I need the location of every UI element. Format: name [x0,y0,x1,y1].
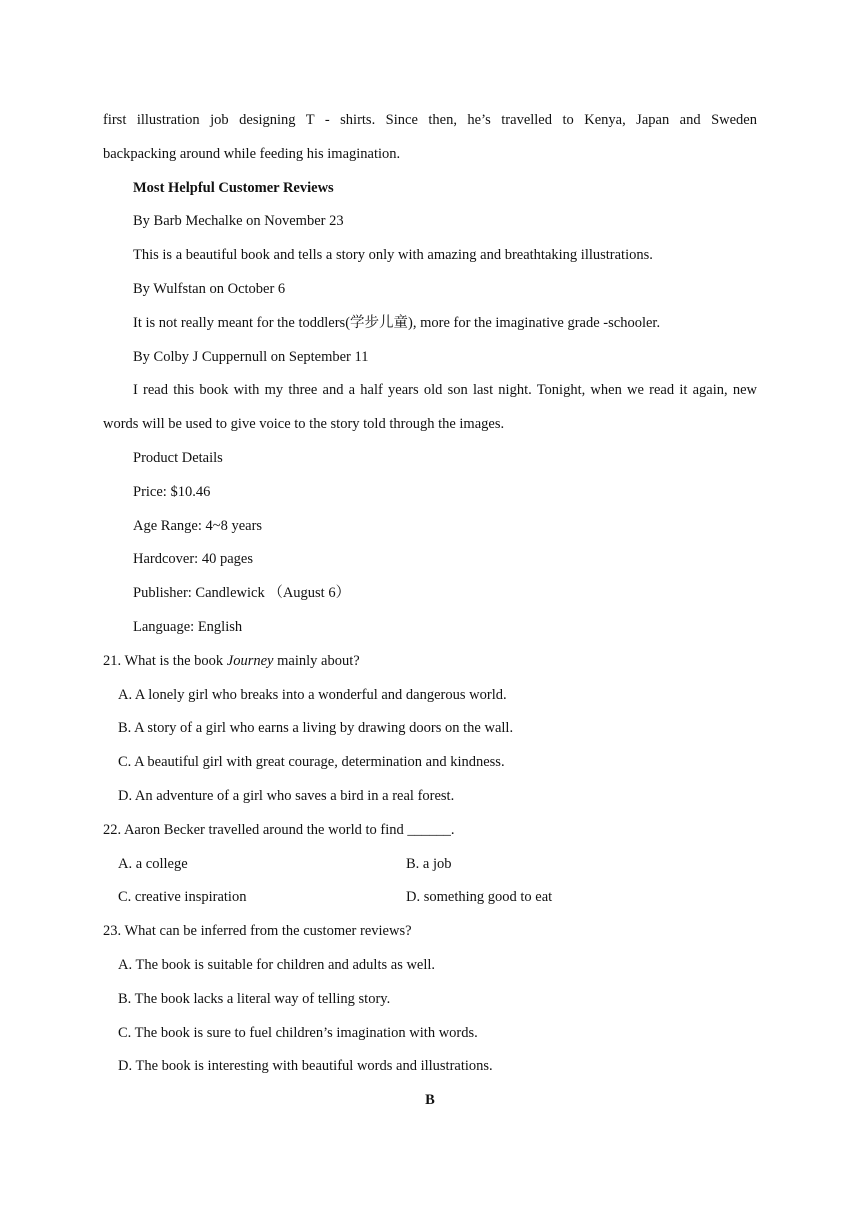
product-hardcover: Hardcover: 40 pages [133,551,253,568]
review-3-text-line-2: words will be used to give voice to the story told through the images. [103,416,505,433]
question-23-option-b: B. The book lacks a literal way of telling story. [118,990,391,1007]
product-age-range: Age Range: 4~8 years [133,517,263,534]
product-language: Language: English [133,618,243,635]
passage-line-2: backpacking around while feeding his imagination. [103,145,401,162]
review-2-text: It is not really meant for the toddlers(学步儿童), more for the imaginative grade -schooler. [133,314,661,331]
question-21-stem-prefix: 21. What is the book [103,652,227,669]
question-21-stem [103,645,757,679]
question-21-option-c: C. A beautiful girl with great courage, determination and kindness. [118,754,505,771]
question-21-option-b: B. A story of a girl who earns a living by drawing doors on the wall. [118,720,514,737]
passage-line-1: first illustration job designing T - shirts. Since then, he’s travelled to Kenya, Japan and Sweden [103,112,757,128]
product-details-heading: Product Details [133,449,223,466]
question-22-option-c: C. creative inspiration [118,889,247,906]
question-21-book-title: Journey [226,652,274,669]
question-23-option-d: D. The book is interesting with beautiful words and illustrations. [118,1058,493,1075]
review-1-text: This is a beautiful book and tells a story only with amazing and breathtaking illustrations. [133,247,653,264]
question-22-option-d: D. something good to eat [406,889,553,906]
question-21-stem-suffix: mainly about? [273,652,360,669]
question-22-stem: 22. Aaron Becker travelled around the world to find ______. [103,821,455,838]
review-1-byline: By Barb Mechalke on November 23 [133,213,344,230]
section-letter: B [425,1092,435,1109]
document-content [103,104,757,1118]
question-21-option-a: A. A lonely girl who breaks into a wonderful and dangerous world. [118,686,507,703]
question-22-option-a: A. a college [118,855,188,872]
product-price: Price: $10.46 [133,483,211,500]
question-21-option-d: D. An adventure of a girl who saves a bird in a real forest. [118,787,455,804]
question-22-options-row-1 [103,848,757,882]
review-2-byline: By Wulfstan on October 6 [133,280,286,297]
question-23-option-c: C. The book is sure to fuel children’s imagination with words. [118,1024,478,1041]
question-23-option-a: A. The book is suitable for children and adults as well. [118,956,436,973]
question-23-stem: 23. What can be inferred from the customer reviews? [103,923,412,940]
question-22-options-row-2 [103,881,757,915]
question-22-option-b: B. a job [406,855,452,872]
review-3-text-line-1: I read this book with my three and a half years old son last night. Tonight, when we read it again, new [133,382,757,399]
reviews-heading: Most Helpful Customer Reviews [133,179,334,196]
product-publisher: Publisher: Candlewick （August 6） [133,585,351,602]
review-3-byline: By Colby J Cuppernull on September 11 [133,348,369,365]
